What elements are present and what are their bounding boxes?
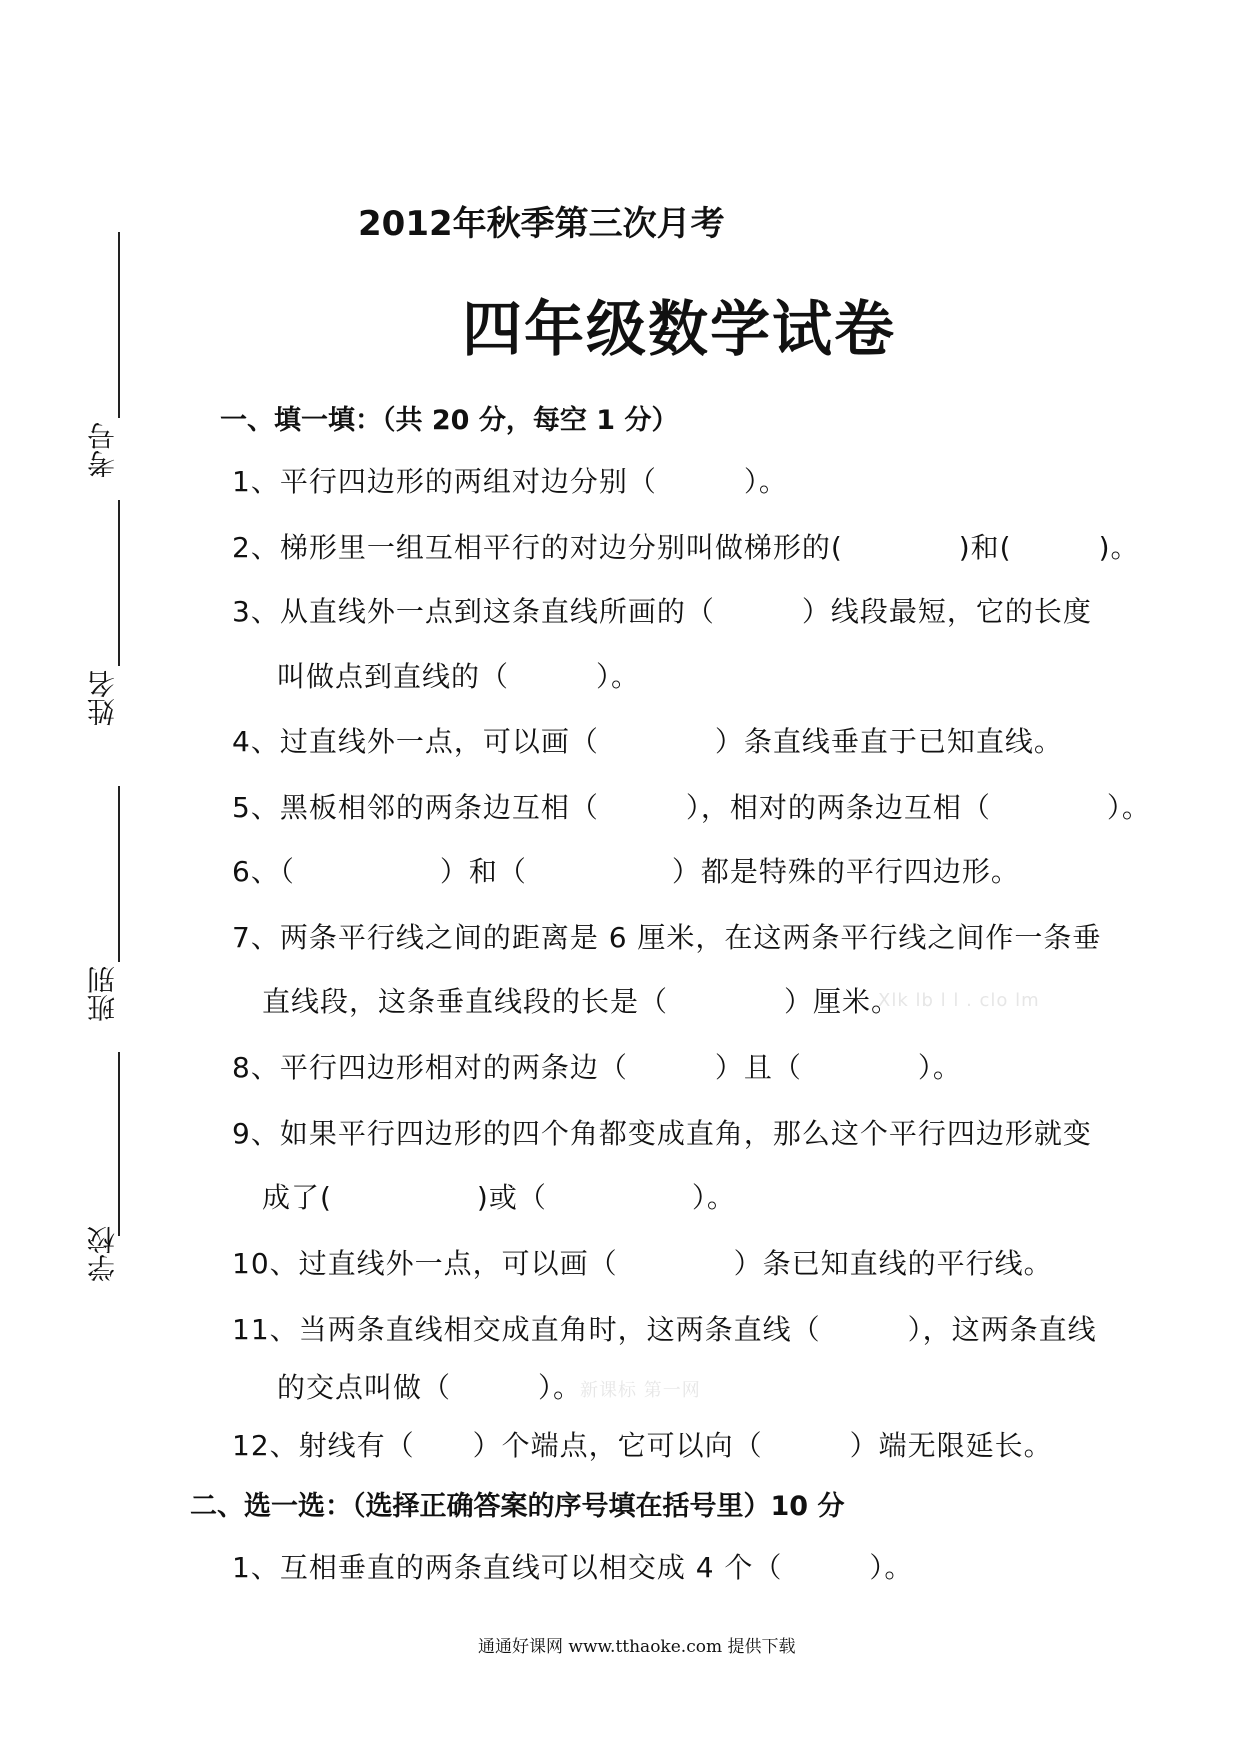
question-3-line1: 3、从直线外一点到这条直线所画的（ ）线段最短，它的长度: [232, 595, 1092, 628]
section1-heading: 一、填一填：（共 20 分，每空 1 分）: [220, 405, 679, 436]
binding-line-class: [118, 1052, 120, 1236]
question-5: 5、黑板相邻的两条边互相（ ），相对的两条边互相（ ）。: [232, 791, 1151, 824]
question-8: 8、平行四边形相对的两条边（ ）且（ ）。: [232, 1051, 962, 1084]
section2-question-1: 1、互相垂直的两条直线可以相交成 4 个（ ）。: [232, 1551, 914, 1584]
binding-line-exam-number: [118, 500, 120, 666]
exam-title: 2012年秋季第三次月考: [358, 204, 725, 244]
question-12: 12、射线有（ ）个端点，它可以向（ ）端无限延长。: [232, 1429, 1053, 1462]
binding-line-top: [118, 232, 120, 418]
question-11-line1: 11、当两条直线相交成直角时，这两条直线（ ），这两条直线: [232, 1313, 1097, 1346]
binding-label-exam-number: 考号: [86, 422, 119, 478]
binding-label-school: 学校: [86, 1226, 119, 1282]
question-10: 10、过直线外一点，可以画（ ）条已知直线的平行线。: [232, 1247, 1053, 1280]
binding-line-name: [118, 786, 120, 962]
paper-title: 四年级数学试卷: [462, 295, 896, 365]
section2-heading: 二、选一选：（选择正确答案的序号填在括号里）10 分: [190, 1491, 845, 1522]
question-9-line1: 9、如果平行四边形的四个角都变成直角，那么这个平行四边形就变: [232, 1117, 1092, 1150]
question-9-line2: 成了( )或（ ）。: [262, 1181, 736, 1214]
question-11-line2: 的交点叫做（ ）。: [277, 1371, 583, 1404]
footer-text: 通通好课网 www.tthaoke.com 提供下载: [478, 1637, 796, 1657]
question-4: 4、过直线外一点，可以画（ ）条直线垂直于已知直线。: [232, 725, 1063, 758]
question-6: 6、（ ）和（ ）都是特殊的平行四边形。: [232, 855, 1020, 888]
question-2: 2、梯形里一组互相平行的对边分别叫做梯形的( )和( )。: [232, 531, 1140, 564]
watermark-2: 新课标 第一网: [580, 1380, 701, 1401]
question-7-line2: 直线段，这条垂直线段的长是（ ）厘米。: [262, 985, 901, 1018]
watermark-1: Xlk lb l l . clo lm: [878, 990, 1040, 1011]
question-7-line1: 7、两条平行线之间的距离是 6 厘米，在这两条平行线之间作一条垂: [232, 921, 1102, 954]
question-1: 1、平行四边形的两组对边分别（ ）。: [232, 465, 788, 498]
binding-label-class: 班别: [86, 966, 119, 1022]
binding-label-name: 姓名: [86, 670, 119, 726]
question-3-line2: 叫做点到直线的（ ）。: [277, 660, 641, 693]
